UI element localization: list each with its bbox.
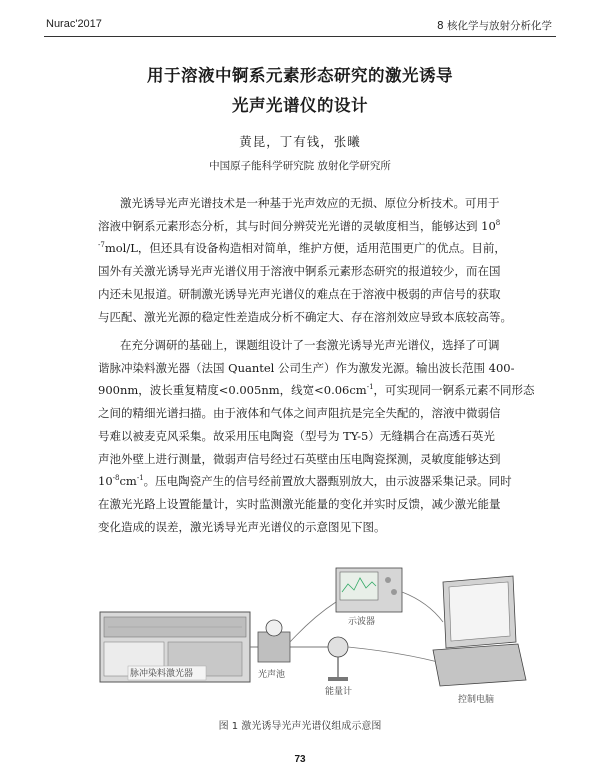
p2-line-1: 在充分调研的基础上，课题组设计了一套激光诱导光声光谱仪，选择了可调 (120, 338, 500, 352)
apparatus-figure (98, 562, 528, 712)
p2-line-4: 之间的精细光谱扫描。由于液体和气体之间声阻抗是完全失配的，溶液中微弱信 (98, 406, 501, 421)
header-divider (44, 36, 556, 37)
meter-cable (348, 647, 438, 662)
p2-line-2: 谐脉冲染料激光器（法国 Quantel 公司生产）作为激发光源。输出波长范围 400- (98, 360, 515, 375)
energy-meter (325, 637, 352, 697)
p1-line-4: 国外有关激光诱导光声光谱仪用于溶液中锕系元素形态研究的报道较少，而在国 (98, 264, 501, 279)
pulsed-dye-laser (100, 612, 250, 682)
p1-line-3: $^{-7}$mol/L，但还具有设备构造相对简单，维护方便，适用范围更广的优点。目前， (98, 241, 506, 256)
authors: 黄昆，丁有钱，张曦 (239, 134, 361, 149)
oscilloscope-label: 示波器 (348, 617, 376, 627)
photoacoustic-cell (258, 620, 290, 680)
affiliation: 中国原子能科学研究院 放射化学研究所 (209, 160, 391, 172)
control-computer (433, 576, 526, 705)
scope-cable (402, 592, 443, 622)
p2-line-7: $10^{-8}cm^{-1}$。压电陶瓷产生的信号经前置放大器甄别放大，由示波器采集记录。同时 (98, 474, 512, 489)
p2-line-3: 900nm，波长重复精度<0.005nm，线宽$<0.06cm^{-1}$，可实现同一锕系元素不同形态 (98, 383, 535, 398)
journal-name: Nurac'2017 (46, 18, 102, 30)
p1-line-5: 内还未见报道。研制激光诱导光声光谱仪的难点在于溶液中极弱的声信号的获取 (98, 286, 501, 301)
p2-line-5: 号难以被麦克风采集。故采用压电陶瓷（型号为 TY-5）无缝耦合在高透石英光 (98, 428, 495, 443)
paragraph-1 (98, 192, 528, 328)
pc-label: 控制电脑 (458, 695, 495, 705)
signal-cable (290, 602, 336, 642)
cell-label: 光声池 (258, 670, 286, 680)
p1-line-6: 与匹配、激光光源的稳定性差造成分析不确定大、存在溶剂效应导致本底较高等。 (98, 309, 512, 324)
p2-line-6: 声池外壁上进行测量，微弱声信号经过石英壁由压电陶瓷探测，灵敏度能够达到 (98, 451, 501, 466)
p2-line-9: 变化造成的误差，激光诱导光声光谱仪的示意图见下图。 (98, 519, 386, 534)
p1-line-2: 溶液中锕系元素形态分析，其与时间分辨荧光光谱的灵敏度相当，能够达到 $10^8$ (98, 218, 501, 233)
laser-label: 脉冲染料激光器 (130, 669, 194, 679)
figure-caption: 图 1 激光诱导光声光谱仪组成示意图 (218, 721, 382, 732)
paper-title-line-2: 光声光谱仪的设计 (232, 96, 368, 115)
p2-line-8: 在激光光路上设置能量计，实时监测激光能量的变化并实时反馈，减少激光能量 (98, 496, 501, 511)
oscilloscope (336, 568, 402, 627)
paper-title-line-1: 用于溶液中锕系元素形态研究的激光诱导 (147, 66, 453, 85)
page-number: 73 (294, 754, 306, 765)
paragraph-2 (98, 334, 535, 538)
meter-label: 能量计 (325, 687, 353, 697)
section-name: 8 核化学与放射分析化学 (436, 20, 552, 32)
p1-line-1: 激光诱导光声光谱技术是一种基于光声效应的无损、原位分析技术。可用于 (120, 196, 500, 210)
